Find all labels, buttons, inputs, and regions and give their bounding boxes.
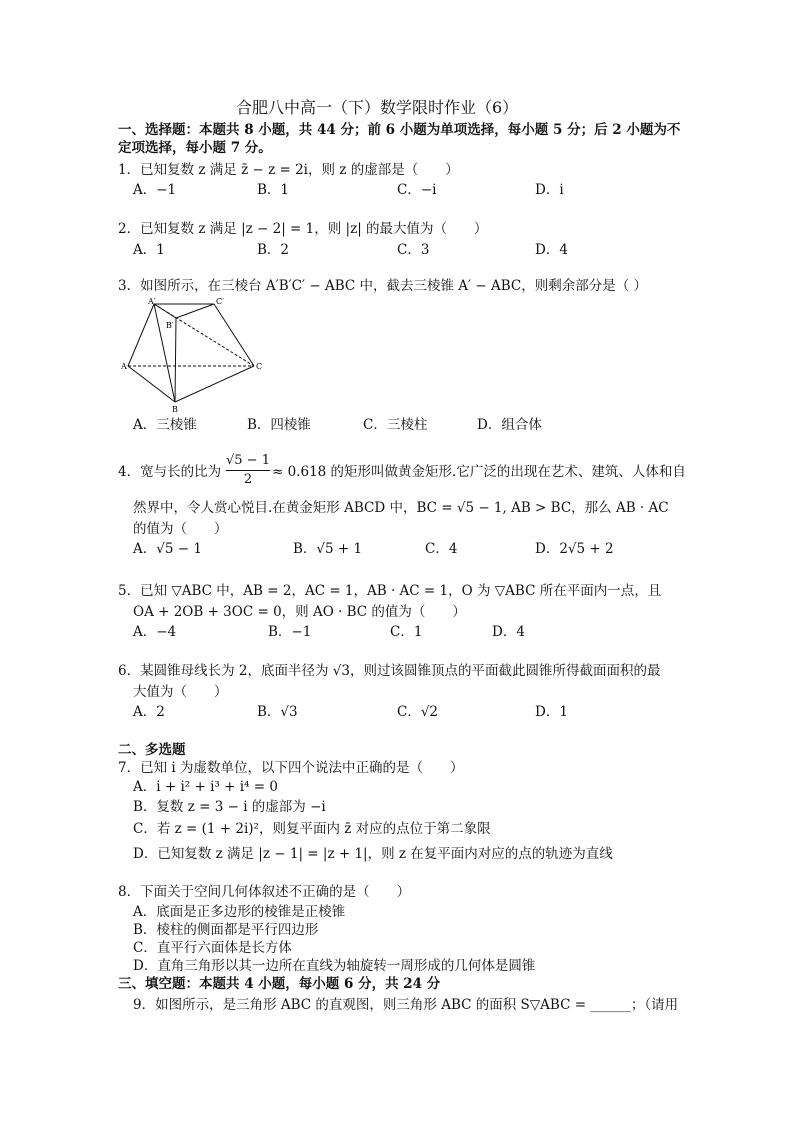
question-1-option-d: D．i xyxy=(535,182,564,198)
question-4-option-c: C．4 xyxy=(425,541,458,557)
label-c: C xyxy=(256,362,263,371)
label-b: B xyxy=(172,405,178,414)
question-6-line1: 6．某圆锥母线长为 2，底面半径为 √3，则过该圆锥顶点的平面截此圆锥所得截面面积的最 xyxy=(118,663,661,679)
question-5-line1: 5．已知 ▽ABC 中，AB = 2，AC = 1，AB · AC = 1，O 为 ▽ABC 所在平面内一点，且 xyxy=(118,583,662,599)
question-6-option-a: A．2 xyxy=(133,704,165,720)
question-4-line1-post: ≈ 0.618 的矩形叫做黄金矩形.它广泛的出现在艺术、建筑、人体和自 xyxy=(272,464,686,480)
question-8-item-b: B．棱柱的侧面都是平行四边形 xyxy=(133,922,319,938)
question-7-item-d: D．已知复数 z 满足 |z − 1| = |z + 1|，则 z 在复平面内对应的点的轨迹为直线 xyxy=(133,846,613,862)
question-2-option-c: C．3 xyxy=(397,242,430,258)
question-6-option-c: C．√2 xyxy=(397,704,439,720)
section-1-header: 一、选择题：本题共 8 小题，共 44 分；前 6 小题为单项选择，每小题 5 分；后 2 小题为不 xyxy=(118,122,681,138)
question-6-option-d: D．1 xyxy=(535,704,568,720)
edge-a1-c-hidden xyxy=(154,304,254,366)
section-1-header-cont: 定项选择，每小题 7 分。 xyxy=(118,140,272,156)
label-a: A xyxy=(121,362,127,371)
question-8-item-a: A．底面是正多边形的棱锥是正棱锥 xyxy=(133,904,346,920)
edge-c1-b1 xyxy=(176,304,214,318)
question-4-line1-pre: 4．宽与长的比为 xyxy=(118,464,222,480)
question-7-item-b: B．复数 z = 3 − i 的虚部为 −i xyxy=(133,799,326,815)
edge-a1-a xyxy=(128,304,154,366)
section-2-header: 二、多选题 xyxy=(118,742,186,758)
question-4-option-b: B．√5 + 1 xyxy=(293,541,363,557)
edge-a1-b xyxy=(154,304,175,402)
question-1-stem: 1．已知复数 z 满足 z̄ − z = 2i，则 z 的虚部是（ ） xyxy=(118,162,459,178)
question-8-item-c: C．直平行六面体是长方体 xyxy=(133,940,292,956)
question-2-option-a: A．1 xyxy=(133,242,165,258)
question-4-line2: 然界中，令人赏心悦目.在黄金矩形 ABCD 中，BC = √5 − 1, AB > BC，那么 AB · AC xyxy=(133,500,669,516)
question-5-option-d: D．4 xyxy=(492,624,525,640)
question-1-option-c: C．−i xyxy=(397,182,437,198)
fraction-numerator: √5 − 1 xyxy=(226,453,270,468)
page-title: 合肥八中高一（下）数学限时作业（6） xyxy=(236,98,519,117)
question-4-option-d: D．2√5 + 2 xyxy=(535,541,614,557)
question-5-option-c: C．1 xyxy=(390,624,423,640)
question-4-option-a: A．√5 − 1 xyxy=(133,541,202,557)
question-7-item-c: C．若 z = (1 + 2i)²，则复平面内 z̄ 对应的点位于第二象限 xyxy=(133,821,491,837)
label-a1: A′ xyxy=(148,297,156,306)
question-6-option-b: B．√3 xyxy=(257,704,298,720)
question-3-option-b: B．四棱锥 xyxy=(247,417,311,433)
section-3-header: 三、填空题：本题共 4 小题，每小题 6 分，共 24 分 xyxy=(118,976,441,992)
frustum-figure xyxy=(120,296,270,414)
question-6-line2: 大值为（ ） xyxy=(133,684,228,700)
question-2-stem: 2．已知复数 z 满足 |z − 2| = 1，则 |z| 的最大值为（ ） xyxy=(118,221,488,237)
question-3-option-c: C．三棱柱 xyxy=(363,417,428,433)
question-7-item-a: A．i + i² + i³ + i⁴ = 0 xyxy=(133,779,278,795)
question-8-stem: 8．下面关于空间几何体叙述不正确的是（ ） xyxy=(118,884,411,900)
question-5-option-b: B．−1 xyxy=(268,624,312,640)
label-b1: B′ xyxy=(166,321,174,330)
question-8-item-d: D．直角三角形以其一边所在直线为轴旋转一周形成的几何体是圆锥 xyxy=(133,958,536,974)
golden-ratio-fraction xyxy=(226,453,270,488)
question-3-stem: 3．如图所示，在三棱台 A′B′C′ − ABC 中，截去三棱锥 A′ − ABC，则剩余部分是（ ） xyxy=(118,278,648,294)
question-7-stem: 7．已知 i 为虚数单位，以下四个说法中正确的是（ ） xyxy=(118,760,464,776)
label-c1: C′ xyxy=(216,297,224,306)
question-5-option-a: A．−4 xyxy=(133,624,177,640)
edge-c1-c xyxy=(214,304,254,366)
question-1-option-b: B．1 xyxy=(257,182,290,198)
fraction-bar xyxy=(226,470,270,471)
edge-b1-b xyxy=(175,318,176,402)
question-3-option-a: A．三棱锥 xyxy=(133,417,197,433)
question-2-option-d: D．4 xyxy=(535,242,568,258)
question-2-option-b: B．2 xyxy=(257,242,290,258)
edge-b-c xyxy=(175,366,254,402)
question-4-line3: 的值为（ ） xyxy=(133,521,228,537)
question-1-option-a: A．−1 xyxy=(133,182,177,198)
question-5-line2: OA + 2OB + 3OC = 0，则 AO · BC 的值为（ ） xyxy=(133,604,466,620)
question-9-stem: 9．如图所示，是三角形 ABC 的直观图，则三角形 ABC 的面积 S▽ABC = ______；（请用 xyxy=(133,997,679,1013)
fraction-denominator: 2 xyxy=(243,472,253,487)
question-3-option-d: D．组合体 xyxy=(477,417,542,433)
